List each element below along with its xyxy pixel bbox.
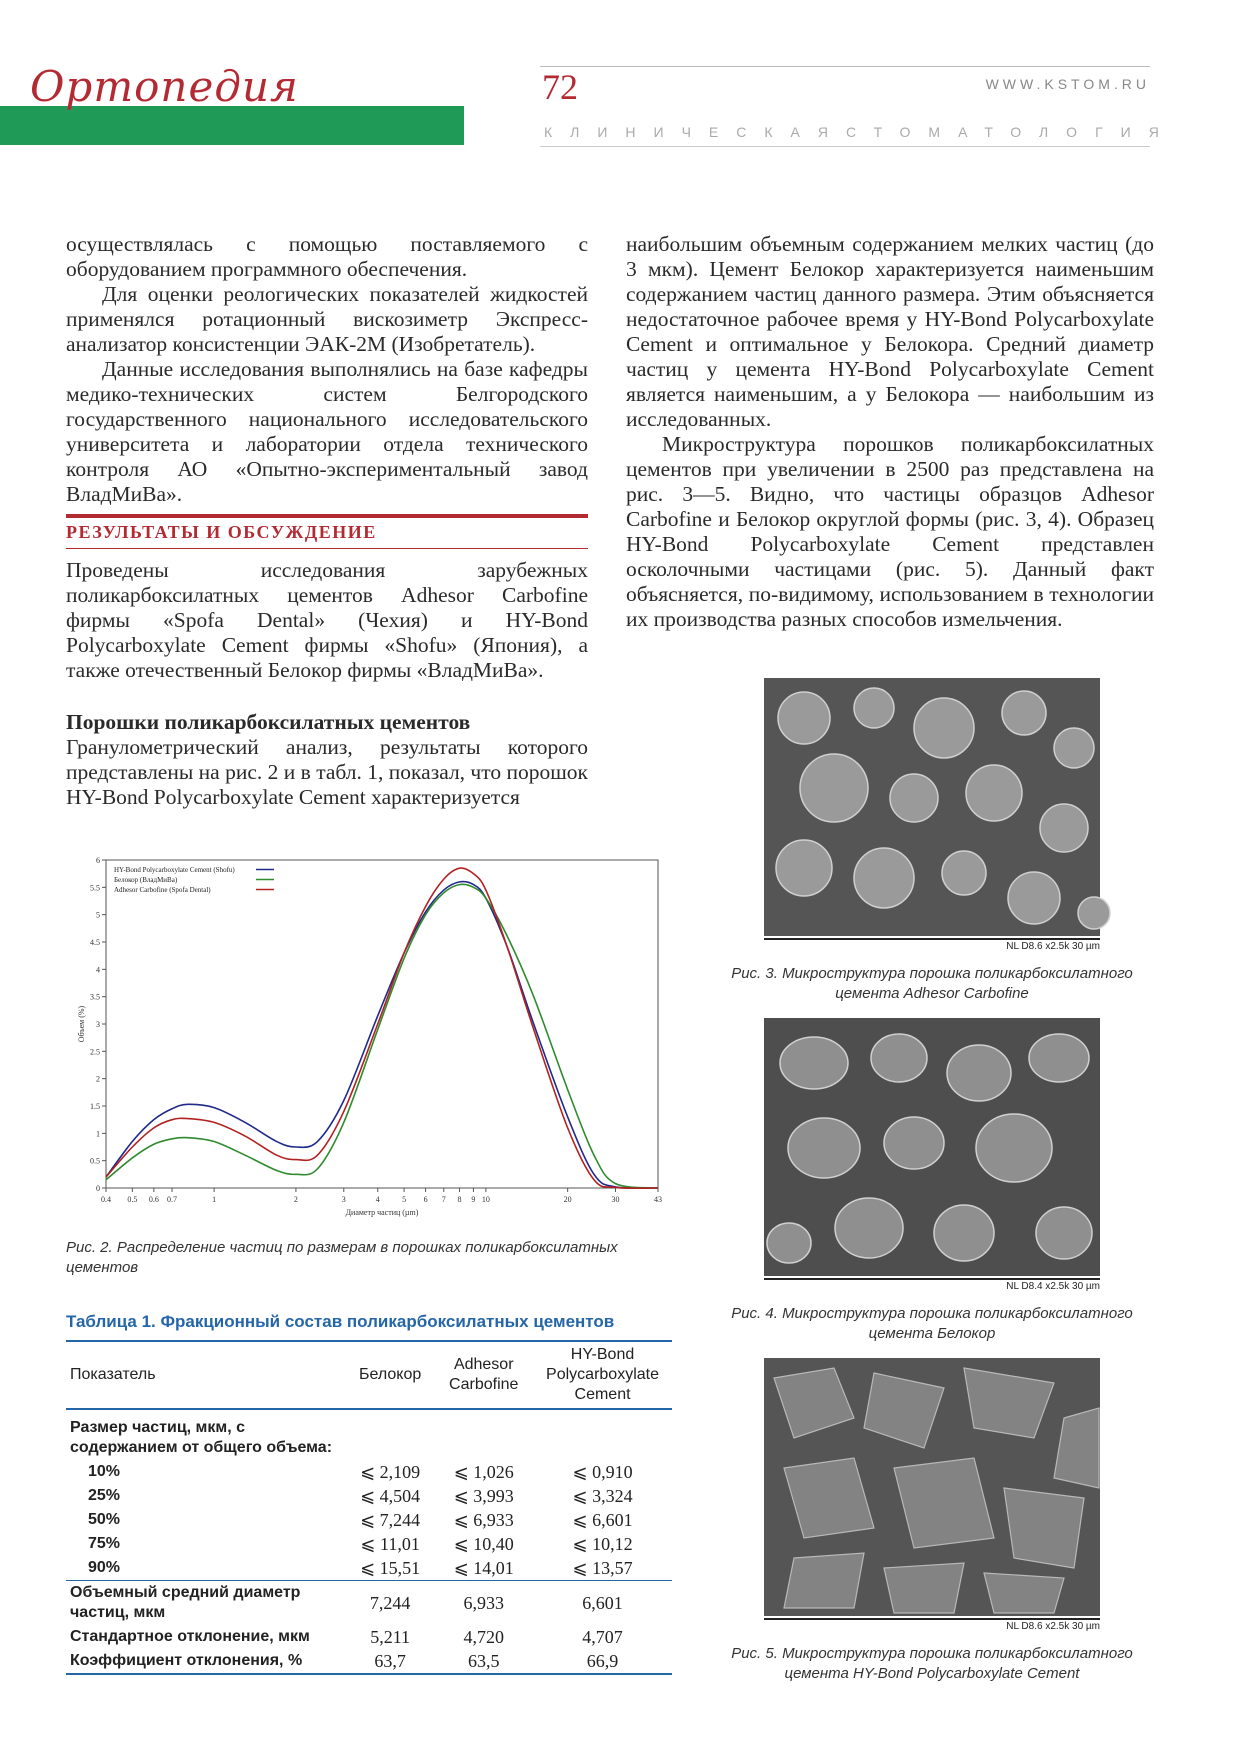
table-cell: ⩽ 15,51 [360, 1558, 421, 1578]
y-tick-label: 0.5 [90, 1156, 100, 1166]
y-tick-label: 2.5 [90, 1047, 100, 1057]
table-cell: 5,211 [370, 1627, 411, 1647]
table-cell: 63,7 [346, 1649, 435, 1674]
micrograph-belokor [764, 1018, 1100, 1276]
table-cell: ⩽ 6,933 [453, 1510, 514, 1530]
figure-5-caption: Рис. 5. Микроструктура порошка поликарбоксилатного цемента HY-Bond Polycarboxylate Cement [731, 1645, 1133, 1682]
table-cell: ⩽ 14,01 [453, 1558, 514, 1578]
micrograph-image [764, 678, 1100, 936]
x-tick-label: 0.6 [148, 1195, 159, 1204]
legend-entry: Белокор (ВладМиВа) [114, 876, 178, 884]
table-cell: ⩽ 2,109 [360, 1462, 421, 1482]
x-tick-label: 43 [654, 1195, 662, 1204]
table-header: Показатель [66, 1341, 346, 1409]
journal-name [544, 124, 1177, 140]
figure-4-caption: Рис. 4. Микроструктура порошка поликарбоксилатного цемента Белокор [731, 1305, 1133, 1342]
section-title: Ортопедия [30, 62, 299, 111]
y-tick-label: 0 [96, 1184, 100, 1193]
section-rule-top [66, 514, 588, 518]
table-row [66, 1409, 672, 1460]
table-cell: ⩽ 0,910 [572, 1462, 633, 1482]
table-cell: ⩽ 3,993 [453, 1486, 514, 1506]
legend-entry: HY-Bond Polycarboxylate Cement (Shofu) [114, 866, 235, 874]
micrograph-hy-bond [764, 1358, 1100, 1616]
table-row [66, 1532, 672, 1556]
y-axis-label: Объем (%) [77, 1005, 86, 1043]
paragraph: наибольшим объемным содержанием мелких частиц (до 3 мкм). Цемент Белокор характеризуется наименьшим содержанием частиц данного размера. Этим объясняется недостаточное рабочее время у HY-Bond Polycarboxylate Cement и оптимальное у Белокора. Средний диаметр частиц у цемента HY-Bond Polycarboxylate Cement является наименьшим, а у Белокора — наибольшим из исследованных. [626, 232, 1154, 431]
page-number: 72 [542, 67, 578, 107]
table-title: Таблица 1. Фракционный состав поликарбоксилатных цементов [66, 1312, 615, 1331]
table-header: Белокор [346, 1341, 435, 1409]
header-top-rule [540, 66, 1150, 67]
y-tick-label: 1 [96, 1129, 100, 1139]
y-tick-label: 6 [96, 856, 100, 865]
legend-entry: Adhesor Carbofine (Spofa Dental) [114, 886, 211, 894]
table-cell: Объемный средний диаметр частиц, мкм [66, 1581, 346, 1626]
paragraph: Данные исследования выполнялись на базе кафедры медико-технических систем Белгородского государственного национального исследовательского университета и лаборатории отдела технического контроля АО «Опытно-экспериментальный завод ВладМиВа». [66, 357, 588, 506]
x-tick-label: 4 [375, 1195, 380, 1204]
x-axis-label: Диаметр частиц (µm) [345, 1208, 419, 1217]
journal-word-1: КЛИНИЧЕСКАЯ [544, 124, 846, 140]
table-cell: ⩽ 7,244 [360, 1510, 421, 1530]
table-row [66, 1508, 672, 1532]
y-tick-label: 5.5 [90, 883, 100, 893]
table-cell: 63,5 [434, 1649, 533, 1674]
header-bottom-rule [540, 146, 1150, 147]
y-tick-label: 3 [96, 1020, 100, 1029]
left-column-text [66, 232, 588, 507]
micrograph-scale-bar: NL D8.4 x2.5k 30 µm [764, 1278, 1100, 1292]
paragraph: Для оценки реологических показателей жидкостей применялся ротационный вискозиметр Экспресс-анализатор консистенции ЭАК-2М (Изобретатель). [66, 282, 588, 356]
x-tick-label: 1 [212, 1195, 217, 1204]
x-tick-label: 30 [611, 1195, 620, 1204]
table-header: Adhesor Carbofine [434, 1341, 533, 1409]
chart-svg [78, 850, 678, 1235]
micrograph-image [764, 1358, 1100, 1616]
y-tick-label: 3.5 [90, 992, 100, 1002]
table-cell: 6,601 [533, 1581, 672, 1626]
x-tick-label: 0.7 [167, 1195, 178, 1204]
table-cell: 50% [88, 1511, 121, 1528]
paragraph: осуществлялась с помощью поставляемого с оборудованием программного обеспечения. [66, 232, 588, 281]
table-cell: 25% [88, 1487, 121, 1504]
x-tick-label: 2 [293, 1195, 298, 1204]
y-tick-label: 2 [96, 1074, 100, 1084]
table-row [66, 1581, 672, 1626]
table-cell: 4,707 [582, 1627, 623, 1647]
table-cell: Стандартное отклонение, мкм [70, 1628, 310, 1645]
y-tick-label: 5 [96, 910, 100, 920]
table-cell: 10% [88, 1463, 121, 1480]
table-row [66, 1625, 672, 1649]
x-tick-label: 10 [481, 1195, 490, 1204]
x-tick-label: 20 [563, 1195, 572, 1204]
x-tick-label: 0.4 [101, 1195, 111, 1204]
x-tick-label: 9 [471, 1195, 476, 1204]
right-column-text [626, 232, 1154, 632]
series-line [106, 884, 658, 1188]
table-cell: Коэффициент отклонения, % [66, 1649, 346, 1674]
table-cell: ⩽ 6,601 [572, 1510, 633, 1530]
table-cell: 66,9 [533, 1649, 672, 1674]
table-cell: 7,244 [346, 1581, 435, 1626]
figure-3-caption: Рис. 3. Микроструктура порошка поликарбоксилатного цемента Adhesor Carbofine [731, 965, 1133, 1002]
y-tick-label: 4.5 [90, 938, 100, 947]
x-tick-label: 0.5 [127, 1195, 138, 1204]
table-cell: ⩽ 10,40 [453, 1534, 514, 1554]
table-cell: ⩽ 1,026 [453, 1462, 514, 1482]
subheading: Порошки поликарбоксилатных цементов [66, 710, 471, 734]
particle-size-chart [78, 850, 678, 1235]
table-cell: ⩽ 3,324 [572, 1486, 633, 1506]
table-cell: 6,933 [434, 1581, 533, 1626]
fraction-table [66, 1340, 672, 1675]
table-row [66, 1484, 672, 1508]
table-cell: ⩽ 10,12 [572, 1534, 633, 1554]
micrograph-image [764, 1018, 1100, 1276]
paragraph: Микроструктура порошков поликарбоксилатных цементов при увеличении в 2500 раз представлена на рис. 3—5. Видно, что частицы образцов Adhesor Carbofine и Белокор округлой формы (рис. 3, 4). Образец HY-Bond Polycarboxylate Cement представлен осколочными частицами (рис. 5). Данный факт объясняется, по-видимому, использованием в технологии их производства разных способов измельчения. [626, 432, 1154, 631]
table-row [66, 1649, 672, 1674]
table-cell: 90% [88, 1559, 121, 1576]
x-tick-label: 3 [341, 1195, 346, 1204]
table-cell: 4,720 [463, 1627, 504, 1647]
journal-word-2: СТОМАТОЛОГИЯ [845, 124, 1177, 140]
plot-frame [106, 860, 658, 1188]
micrograph-adhesor [764, 678, 1100, 936]
table-cell: ⩽ 13,57 [572, 1558, 633, 1578]
series-line [106, 868, 658, 1188]
results-paragraph: Проведены исследования зарубежных поликарбоксилатных цементов Adhesor Carbofine фирмы «Spofa Dental» (Чехия) и HY-Bond Polycarboxylate Cement фирмы «Shofu» (Япония), а также отечественный Белокор фирмы «ВладМиВа». [66, 558, 588, 682]
x-tick-label: 6 [423, 1195, 428, 1204]
series-line [106, 882, 658, 1189]
section-rule-bottom [66, 548, 588, 549]
micrograph-scale-bar: NL D8.6 x2.5k 30 µm [764, 938, 1100, 952]
x-tick-label: 7 [441, 1195, 446, 1204]
y-tick-label: 4 [96, 965, 100, 975]
figure-2-caption: Рис. 2. Распределение частиц по размерам в порошках поликарбоксилатных цементов [66, 1239, 618, 1276]
section-heading: РЕЗУЛЬТАТЫ И ОБСУЖДЕНИЕ [66, 522, 377, 542]
table-cell: ⩽ 4,504 [360, 1486, 421, 1506]
x-tick-label: 5 [402, 1195, 407, 1204]
y-tick-label: 1.5 [90, 1102, 100, 1111]
table-cell: ⩽ 11,01 [360, 1534, 420, 1554]
table-cell: 75% [88, 1535, 121, 1552]
table-row [66, 1556, 672, 1581]
granulometry-paragraph: Гранулометрический анализ, результаты которого представлены на рис. 2 и в табл. 1, показал, что порошок HY-Bond Polycarboxylate Cement характеризуется [66, 735, 588, 809]
site-url[interactable]: WWW.KSTOM.RU [985, 76, 1150, 92]
table-header: HY-Bond Polycarboxylate Cement [533, 1341, 672, 1409]
section-color-band [0, 106, 464, 145]
table-row [66, 1460, 672, 1484]
table-group-label: Размер частиц, мкм, с содержанием от общего объема: [70, 1419, 333, 1456]
micrograph-scale-bar: NL D8.6 x2.5k 30 µm [764, 1618, 1100, 1632]
x-tick-label: 8 [457, 1195, 462, 1204]
